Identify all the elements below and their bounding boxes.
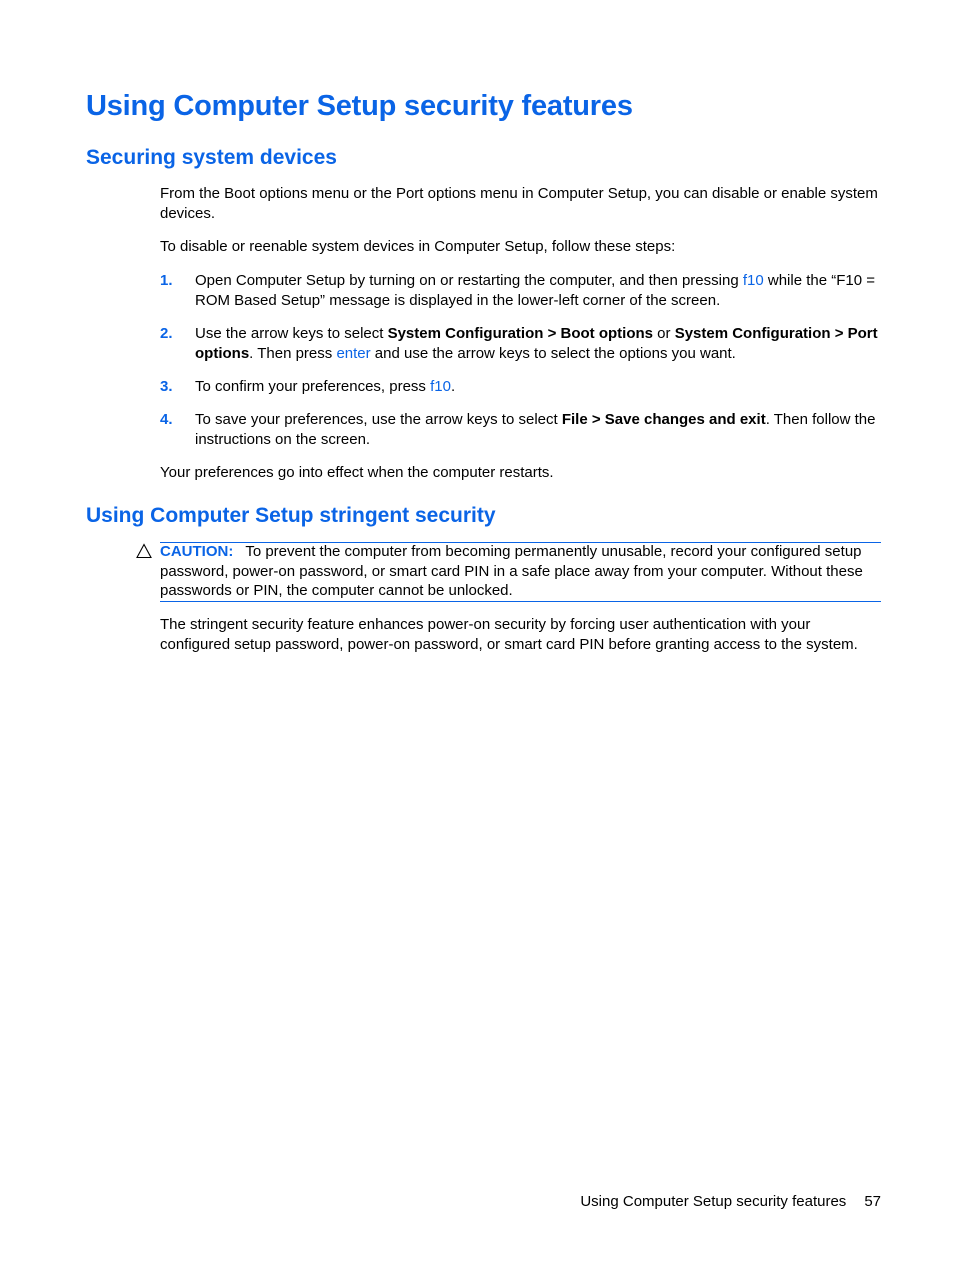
step-text: Open Computer Setup by turning on or restarting the computer, and then pressing f10 while the “F10 = ROM Based Setup” message is displayed in the lower-left corner of the screen. <box>195 272 875 309</box>
caution-text: CAUTION: To prevent the computer from becoming permanently unusable, record your configured setup password, power-on password, or smart card PIN in a safe place away from your computer. Without these passwords or PIN, the computer cannot be unlocked. <box>160 543 863 599</box>
key-enter: enter <box>336 344 371 362</box>
caution-label: CAUTION: <box>160 543 234 560</box>
warning-triangle-icon <box>136 543 152 559</box>
closing-paragraph: Your preferences go into effect when the computer restarts. <box>160 464 554 481</box>
step-number: 3. <box>160 378 173 395</box>
step-4 <box>160 410 884 450</box>
page-footer <box>580 1193 881 1210</box>
section-heading-stringent-security: Using Computer Setup stringent security <box>86 504 496 527</box>
step-number: 4. <box>160 411 173 428</box>
step-number: 1. <box>160 272 173 289</box>
step-2 <box>160 324 884 364</box>
stringent-security-paragraph: The stringent security feature enhances power-on security by forcing user authentication with your configured setup password, power-on password, or smart card PIN before granting access to the system. <box>160 616 858 653</box>
section-heading-securing-devices: Securing system devices <box>86 146 337 169</box>
steps-lead-paragraph: To disable or reenable system devices in Computer Setup, follow these steps: <box>160 238 676 255</box>
step-text: To save your preferences, use the arrow keys to select File > Save changes and exit. Then follow the instructions on the screen. <box>195 411 876 448</box>
footer-title: Using Computer Setup security features <box>580 1193 847 1210</box>
key-f10: f10 <box>742 272 764 289</box>
key-f10: f10 <box>430 378 451 395</box>
step-3 <box>160 377 884 397</box>
step-number: 2. <box>160 325 173 342</box>
page-number: 57 <box>864 1193 881 1210</box>
step-text: Use the arrow keys to select System Configuration > Boot options or System Configuration > Port options. Then press enter and use the arrow keys to select the options you want. <box>195 325 878 362</box>
page-title: Using Computer Setup security features <box>86 90 633 122</box>
intro-paragraph: From the Boot options menu or the Port options menu in Computer Setup, you can disable or enable system devices. <box>160 185 878 222</box>
step-1 <box>160 271 884 311</box>
step-text: To confirm your preferences, press f10. <box>195 378 456 395</box>
